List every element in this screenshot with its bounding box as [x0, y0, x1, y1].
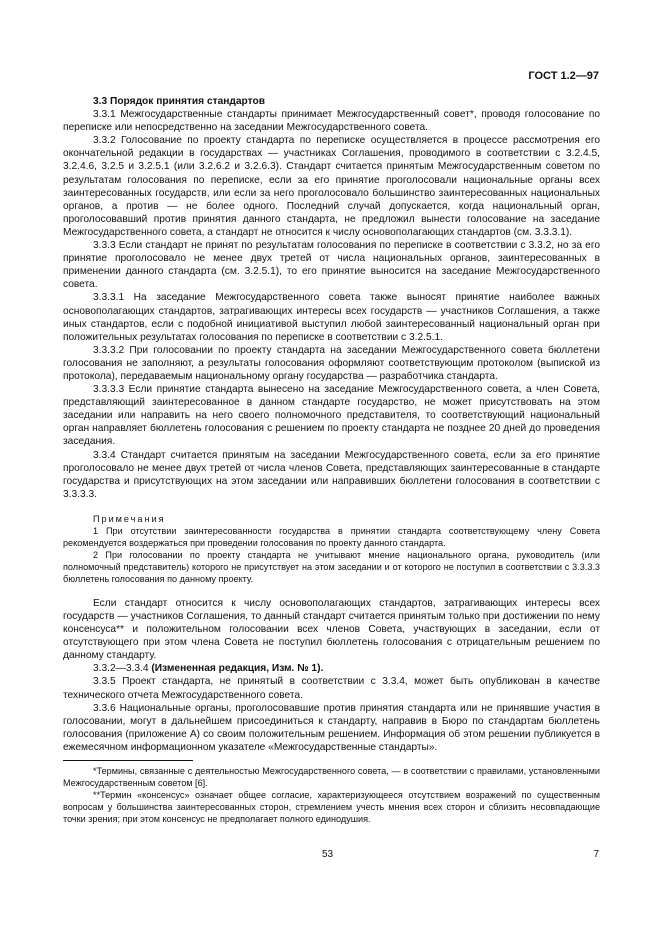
document-body	[63, 95, 600, 825]
section-title: 3.3 Порядок принятия стандартов	[93, 96, 265, 107]
paragraph: 3.3.2 Голосование по проекту стандарта по переписке осуществляется в процессе рассмотрения его окончательной редакции в государствах — участниках Соглашения, проводимого в соответствии с 3.2.4.5, 3.2.4.6, 3.2.5 и 3.2.5.1 (или 3.2.6.2 и 3.2.6.3). Стандарт считается принятым Межгосударственным советом по результатам голосования по переписке, если за его принятие проголосовали национальные органы всех заинтересованных государств, или если за него проголосовало большинство заинтересованных национальных органов, а против — не более одного. Последний случай допускается, когда национальный орган, проголосовавший против принятия данного стандарта, не предложил вынести голосование на заседание Межгосударственного совета, а стандарт не относится к числу основополагающих стандартов (см. 3.3.3.1).	[63, 135, 600, 238]
page-number-center: 53	[322, 849, 334, 860]
note-item: 2 При голосовании по проекту стандарта не учитывают мнение национального органа, руководитель (или полномочный представитель) которого не присутствует на этом заседании и от которого не поступил в соответствии с 3.3.3.3 бюллетень голосования по данному проекту.	[63, 549, 600, 584]
spacer	[63, 501, 600, 513]
page-number-right: 7	[593, 849, 599, 860]
paragraph: 3.3.5 Проект стандарта, не принятый в соответствии с 3.3.4, может быть опубликован в качестве технического отчета Межгосударственного совета.	[63, 676, 600, 701]
notes-block	[63, 513, 600, 585]
paragraph: 3.3.6 Национальные органы, проголосовавшие против принятия стандарта или не принявшие участия в голосовании, могут в дальнейшем присоединиться к стандарту, направив в Бюро по стандартам бюллетень голосования (приложение А) со своим положительным решением. Информация об этом решении публикуется в ежемесячном информационном указателе «Межгосударственные стандарты».	[63, 702, 600, 753]
standard-header: ГОСТ 1.2—97	[528, 70, 599, 82]
paragraph: 3.3.3.2 При голосовании по проекту стандарта на заседании Межгосударственного совета бюллетени голосования не заполняют, а результаты голосования оформляют соответствующим протоколом (выпиской из протокола), передаваемым национальному органу государства — разработчика стандарта.	[63, 344, 600, 382]
paragraph: 3.3.4 Стандарт считается принятым на заседании Межгосударственного совета, если за его принятие проголосовало не менее двух третей от числа членов Совета, представляющих заинтересованные в стандарте государства и присутствующих на этом заседании или направивших бюллетени голосования в соответствии с 3.3.3.3.	[63, 449, 600, 500]
spacer	[63, 585, 600, 597]
notes-title: Примечания	[93, 513, 166, 524]
amendment-line	[63, 662, 600, 675]
paragraph: 3.3.3.3 Если принятие стандарта вынесено на заседание Межгосударственного совета, а член Совета, представляющий заинтересованное в данном стандарте государство, не может присутствовать на этом заседании или направить на него своего полномочного представителя, то соответствующий национальный орган направляет бюллетень голосования с решением по проекту стандарта не позднее 20 дней до проведения заседания.	[63, 384, 600, 448]
paragraph: 3.3.3 Если стандарт не принят по результатам голосования по переписке в соответствии с 3.3.2, но за его принятие проголосовало не менее двух третей от числа национальных органов, заинтересованных в применении данного стандарта (см. 3.2.5.1), то его принятие выносится на заседание Межгосударственного совета.	[63, 240, 600, 291]
paragraph: 3.3.1 Межгосударственные стандарты принимает Межгосударственный совет*, проводя голосование по переписке или непосредственно на заседании Межгосударственного совета.	[63, 109, 600, 134]
amendment-prefix: 3.3.2—3.3.4	[93, 663, 152, 675]
paragraph: 3.3.3.1 На заседание Межгосударственного совета также выносят принятие наиболее важных основополагающих стандартов, затрагивающих интересы всех государств — участников Соглашения, а также иных стандартов, если с подобной инициативой выступил любой заинтересованный национальный орган при положительных результатах голосования по переписке в соответствии с 3.2.5.1.	[63, 292, 600, 343]
footnote: **Термин «консенсус» означает общее согласие, характеризующееся отсутствием возражений по существенным вопросам у большинства заинтересованных сторон, стремлением учесть мнения всех сторон и сблизить несовпадающие точки зрения; при этом консенсус не предполагает полного единодушия.	[63, 790, 600, 825]
note-item: 1 При отсутствии заинтересованности государства в принятии стандарта соответствующему члену Совета рекомендуется воздержаться при проведении голосования по проекту данного стандарта.	[63, 525, 600, 548]
paragraph: Если стандарт относится к числу основополагающих стандартов, затрагивающих интересы всех государств — участников Соглашения, то данный стандарт считается принятым только при достижении по нему консенсуса** и положительном голосовании всех членов Совета, участвующих в заседании, если от отсутствующего при этом члена Совета не поступил бюллетень голосования с отрицательным решением по данному стандарту.	[63, 597, 600, 662]
amendment-text: (Измененная редакция, Изм. № 1).	[151, 663, 324, 675]
footnotes	[63, 765, 600, 825]
footnote-divider	[63, 760, 193, 761]
footnote: *Термины, связанные с деятельностью Межгосударственного совета, — в соответствии с правилами, установленными Межгосударственным советом [6].	[63, 766, 600, 789]
